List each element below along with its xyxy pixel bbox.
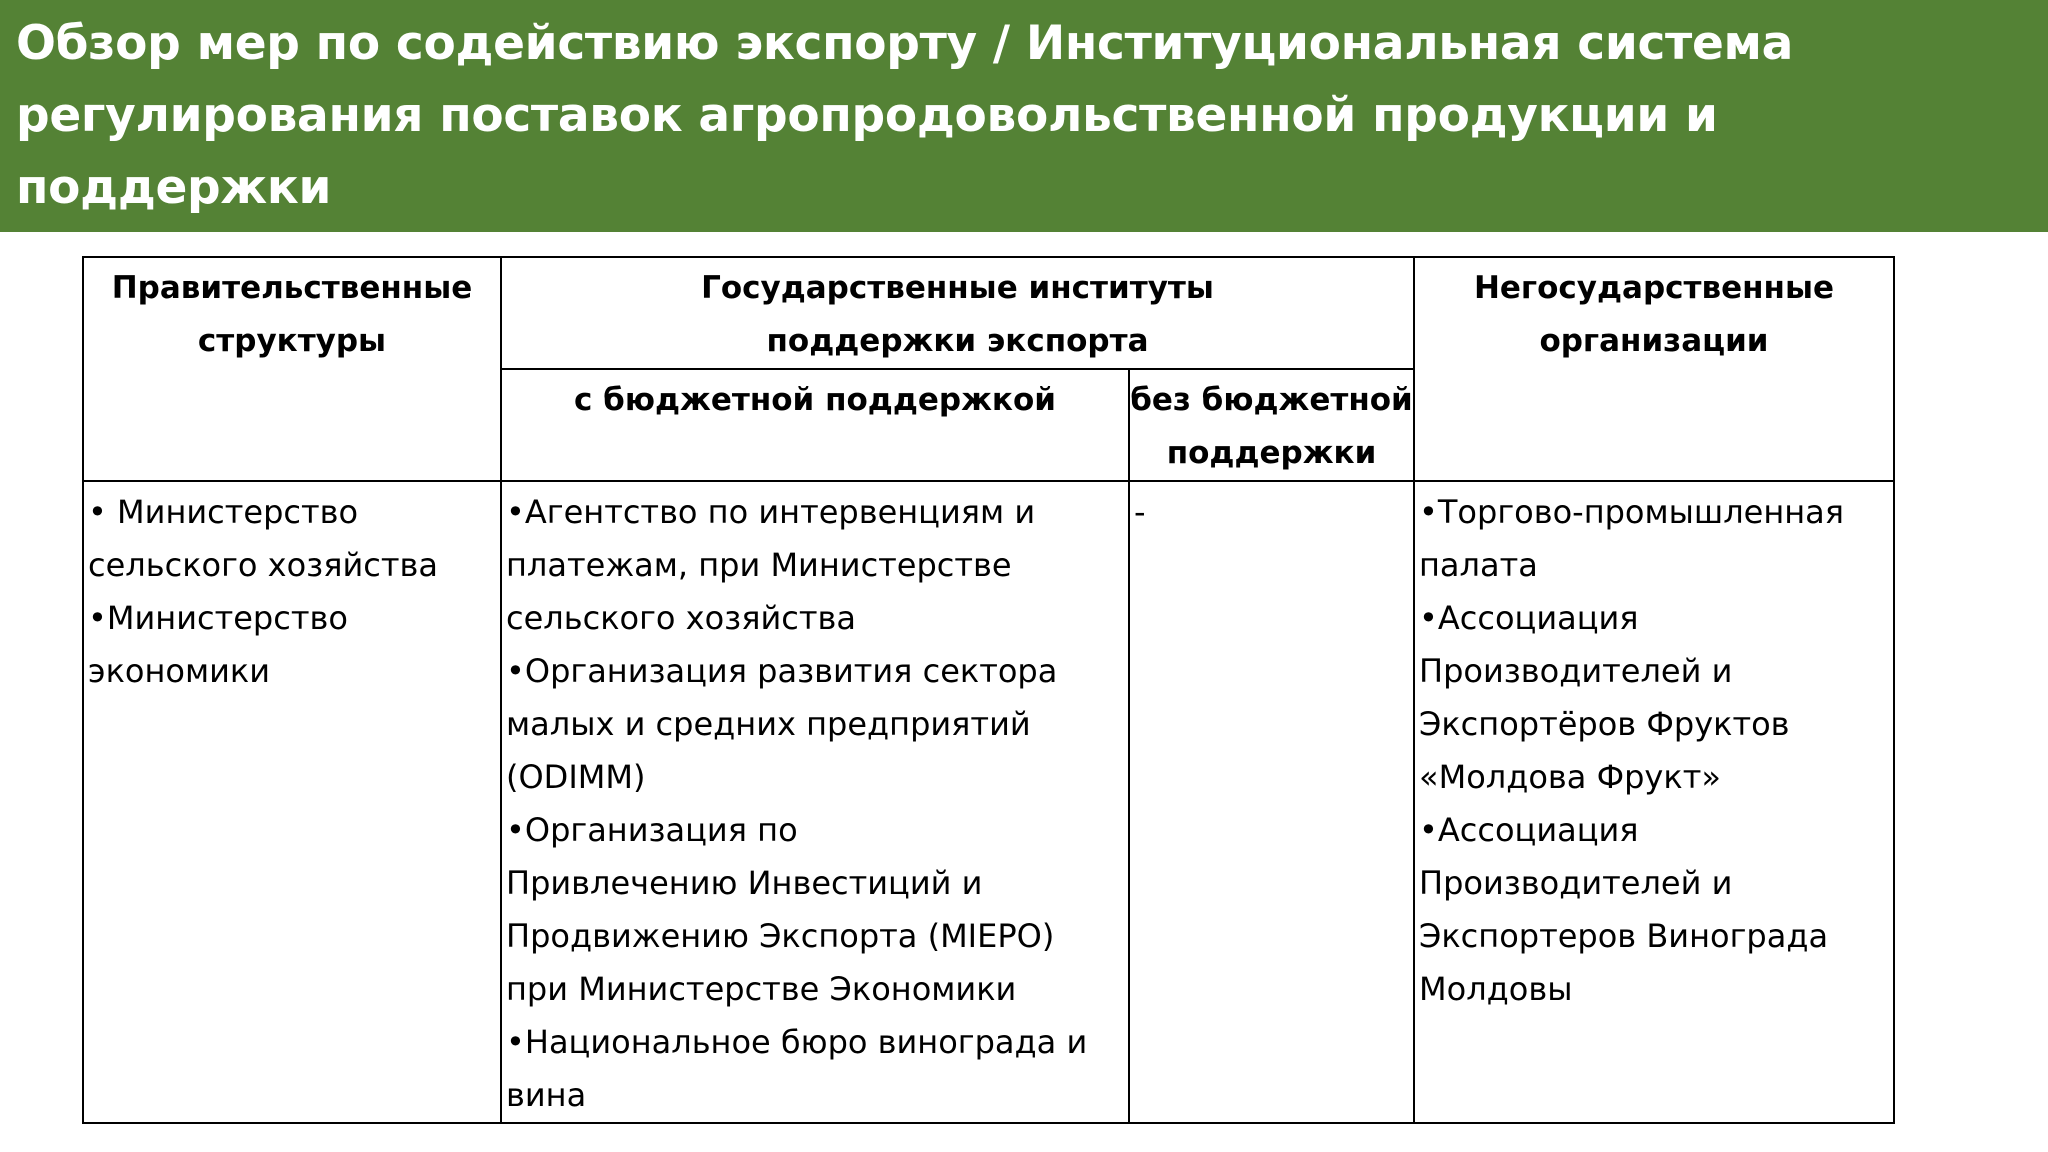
subheader-line: с бюджетной поддержкой (574, 382, 1056, 418)
header-line: Государственные институты (701, 270, 1214, 306)
cell-with-budget (501, 481, 1129, 1123)
header-state-institutions (501, 257, 1414, 369)
header-line: организации (1539, 323, 1769, 359)
table-row (83, 481, 1894, 1123)
title-bar (0, 0, 2048, 287)
slide-title-line: экспорта (16, 232, 259, 287)
list-item: •Агентство по интервенциям и платежам, при Министерстве сельского хозяйства (506, 493, 1036, 637)
subheader-with-budget (501, 369, 1129, 481)
header-line: поддержки экспорта (766, 323, 1149, 359)
list-item: •Организация развития сектора малых и средних предприятий (ODIMM) (506, 652, 1058, 796)
header-government-structures (83, 257, 501, 481)
subheader-line: поддержки (1166, 435, 1377, 471)
header-line: Правительственные (111, 270, 473, 306)
cell-government-structures (83, 481, 501, 1123)
header-line: структуры (197, 323, 387, 359)
slide-title-line: регулирования поставок агропродовольственной продукции и поддержки (16, 88, 1718, 215)
cell-without-budget (1129, 481, 1414, 1123)
list-item: •Ассоциация Производителей и Экспортёров Фруктов «Молдова Фрукт» (1419, 599, 1790, 796)
list-item: •Торгово-промышленная палата (1419, 493, 1845, 584)
header-line: Негосударственные (1473, 270, 1835, 306)
list-item: • Министерство сельского хозяйства (88, 493, 438, 584)
list-item: •Ассоциация Производителей и Экспортеров Винограда Молдовы (1419, 811, 1829, 1008)
header-non-governmental (1414, 257, 1894, 481)
institutions-table (82, 256, 1895, 1124)
cell-non-governmental (1414, 481, 1894, 1123)
empty-dash: - (1134, 493, 1146, 531)
list-item: •Национальное бюро винограда и вина (506, 1023, 1088, 1114)
slide-title-line: Обзор мер по содействию экспорту / Институциональная система (16, 16, 1794, 71)
subheader-line: без бюджетной (1130, 382, 1413, 418)
list-item: •Организация по Привлечению Инвестиций и Продвижению Экспорта (MIEPO) при Министерстве Экономики (506, 811, 1055, 1008)
subheader-without-budget (1129, 369, 1414, 481)
list-item: •Министерство экономики (88, 599, 348, 690)
slide-title (16, 8, 2032, 296)
